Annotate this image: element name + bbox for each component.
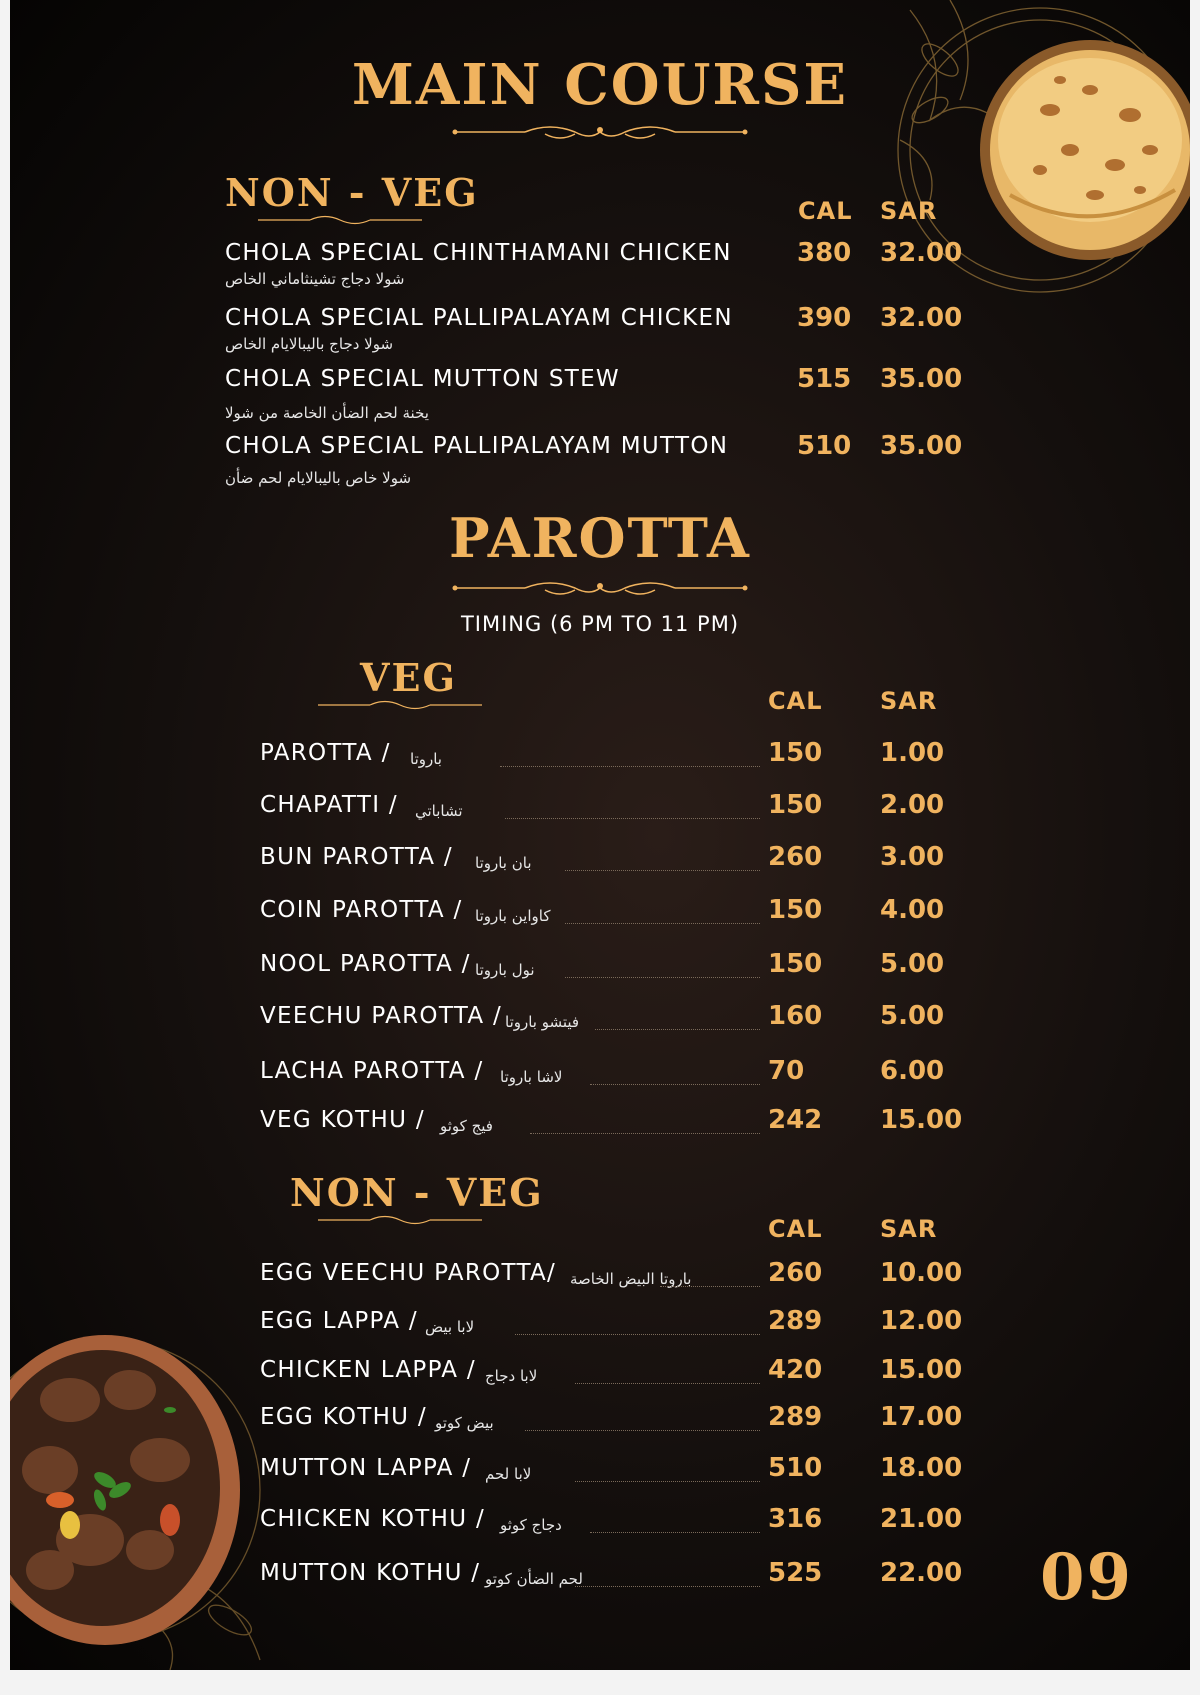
item-name: CHICKEN KOTHU /	[260, 1506, 485, 1532]
veg-ornament	[315, 698, 485, 712]
item-name: COIN PAROTTA /	[260, 897, 463, 923]
dotted-leader	[500, 766, 760, 767]
item-name: CHAPATTI /	[260, 792, 398, 818]
item-price: 4.00	[880, 895, 945, 925]
item-name: CHOLA SPECIAL MUTTON STEW	[225, 366, 620, 392]
dotted-leader	[595, 1029, 760, 1030]
item-price: 35.00	[880, 364, 963, 394]
item-price: 5.00	[880, 1001, 945, 1031]
page-number: 09	[1040, 1540, 1134, 1615]
item-price: 5.00	[880, 949, 945, 979]
nonveg-ornament	[315, 1213, 485, 1227]
title-ornament	[450, 122, 750, 142]
item-arabic-name: شولا خاص باليبالايام لحم ضأن	[225, 469, 412, 487]
item-arabic-name: يخنة لحم الضأن الخاصة من شولا	[225, 404, 429, 422]
item-calories: 525	[768, 1558, 823, 1588]
menu-item	[260, 1357, 980, 1397]
item-name: BUN PAROTTA /	[260, 844, 453, 870]
veg-heading: VEG	[360, 655, 457, 700]
menu-item	[260, 1003, 980, 1043]
veg-sar-header: SAR	[880, 687, 938, 715]
item-arabic-name: باروتا البيض الخاصة	[570, 1270, 692, 1288]
item-name: MUTTON KOTHU /	[260, 1560, 481, 1586]
menu-item	[260, 1560, 980, 1600]
item-calories: 289	[768, 1402, 823, 1432]
item-name: LACHA PAROTTA /	[260, 1058, 484, 1084]
item-name: EGG VEECHU PAROTTA/	[260, 1260, 557, 1286]
nonveg-top-ornament	[255, 213, 425, 227]
item-calories: 242	[768, 1105, 823, 1135]
menu-item	[260, 1308, 980, 1348]
nonveg-sar-header: SAR	[880, 1215, 938, 1243]
item-name: EGG LAPPA /	[260, 1308, 418, 1334]
item-price: 2.00	[880, 790, 945, 820]
item-arabic-name: لابا لحم	[485, 1465, 532, 1483]
item-calories: 510	[768, 1453, 823, 1483]
item-calories: 420	[768, 1355, 823, 1385]
menu-item	[260, 1455, 980, 1495]
nonveg-top-heading: NON - VEG	[225, 170, 479, 215]
item-arabic-name: لابا بيض	[425, 1318, 475, 1336]
item-calories: 316	[768, 1504, 823, 1534]
dotted-leader	[575, 1586, 760, 1587]
item-calories: 150	[768, 738, 823, 768]
menu-item	[260, 1506, 980, 1546]
item-calories: 150	[768, 790, 823, 820]
item-calories: 70	[768, 1056, 805, 1086]
nonveg-heading: NON - VEG	[290, 1170, 544, 1215]
item-arabic-name: فيج كوثو	[440, 1117, 493, 1135]
item-price: 18.00	[880, 1453, 963, 1483]
item-calories: 150	[768, 949, 823, 979]
veg-cal-header: CAL	[768, 687, 823, 715]
nonveg-cal-header: CAL	[768, 1215, 823, 1243]
parotta-title: PAROTTA	[449, 506, 751, 570]
item-name: MUTTON LAPPA /	[260, 1455, 472, 1481]
menu-item	[260, 740, 980, 780]
nonveg-top-sar-header: SAR	[880, 197, 938, 225]
item-calories: 150	[768, 895, 823, 925]
item-arabic-name: دجاج كوثو	[500, 1516, 562, 1534]
item-arabic-name: لحم الضأن كوتو	[485, 1570, 583, 1588]
item-price: 17.00	[880, 1402, 963, 1432]
item-name: EGG KOTHU /	[260, 1404, 427, 1430]
menu-item	[260, 1260, 980, 1300]
item-arabic-name: شولا دجاج تشينثاماني الخاص	[225, 270, 405, 288]
item-name: VEG KOTHU /	[260, 1107, 425, 1133]
item-arabic-name: بان باروتا	[475, 854, 532, 872]
menu-item	[260, 1107, 980, 1147]
item-name: PAROTTA /	[260, 740, 391, 766]
item-price: 1.00	[880, 738, 945, 768]
dotted-leader	[590, 1532, 760, 1533]
item-arabic-name: نول باروتا	[475, 961, 535, 979]
item-price: 3.00	[880, 842, 945, 872]
item-arabic-name: تشاباتي	[415, 802, 463, 820]
dotted-leader	[590, 1084, 760, 1085]
menu-item	[260, 792, 980, 832]
item-calories: 289	[768, 1306, 823, 1336]
page-title: MAIN COURSE	[351, 52, 849, 118]
item-price: 15.00	[880, 1105, 963, 1135]
item-arabic-name: كاواين باروتا	[475, 907, 551, 925]
dotted-leader	[565, 977, 760, 978]
item-arabic-name: بيض كوتو	[435, 1414, 494, 1432]
menu-item	[260, 951, 980, 991]
item-calories: 510	[797, 431, 852, 461]
item-calories: 260	[768, 1258, 823, 1288]
item-price: 32.00	[880, 238, 963, 268]
item-price: 6.00	[880, 1056, 945, 1086]
menu-item	[260, 844, 980, 884]
menu-page	[10, 0, 1190, 1670]
parotta-ornament	[450, 578, 750, 598]
dotted-leader	[565, 923, 760, 924]
item-price: 22.00	[880, 1558, 963, 1588]
menu-item	[225, 364, 985, 422]
item-calories: 260	[768, 842, 823, 872]
menu-item	[225, 303, 985, 353]
item-arabic-name: فيتشو باروتا	[505, 1013, 580, 1031]
dotted-leader	[505, 818, 760, 819]
dotted-leader	[565, 870, 760, 871]
dotted-leader	[660, 1286, 760, 1287]
item-price: 21.00	[880, 1504, 963, 1534]
nonveg-top-cal-header: CAL	[798, 197, 853, 225]
menu-item	[225, 431, 985, 487]
item-arabic-name: باروتا	[410, 750, 442, 768]
item-name: NOOL PAROTTA /	[260, 951, 471, 977]
menu-item	[260, 1058, 980, 1098]
item-calories: 515	[797, 364, 852, 394]
item-name: CHOLA SPECIAL PALLIPALAYAM MUTTON	[225, 433, 729, 459]
item-calories: 380	[797, 238, 852, 268]
item-name: CHOLA SPECIAL CHINTHAMANI CHICKEN	[225, 240, 732, 266]
menu-item	[225, 238, 985, 288]
dotted-leader	[530, 1133, 760, 1134]
item-calories: 390	[797, 303, 852, 333]
menu-item	[260, 1404, 980, 1444]
item-name: CHICKEN LAPPA /	[260, 1357, 476, 1383]
item-calories: 160	[768, 1001, 823, 1031]
item-name: CHOLA SPECIAL PALLIPALAYAM CHICKEN	[225, 305, 733, 331]
item-arabic-name: لاشا باروتا	[500, 1068, 563, 1086]
parotta-timing: TIMING (6 PM TO 11 PM)	[460, 612, 740, 636]
dotted-leader	[515, 1334, 760, 1335]
item-arabic-name: لابا دجاج	[485, 1367, 538, 1385]
item-price: 32.00	[880, 303, 963, 333]
dotted-leader	[525, 1430, 760, 1431]
item-price: 12.00	[880, 1306, 963, 1336]
item-arabic-name: شولا دجاج باليبالايام الخاص	[225, 335, 394, 353]
dotted-leader	[575, 1383, 760, 1384]
item-price: 10.00	[880, 1258, 963, 1288]
item-name: VEECHU PAROTTA /	[260, 1003, 503, 1029]
item-price: 35.00	[880, 431, 963, 461]
menu-item	[260, 897, 980, 937]
item-price: 15.00	[880, 1355, 963, 1385]
dotted-leader	[575, 1481, 760, 1482]
